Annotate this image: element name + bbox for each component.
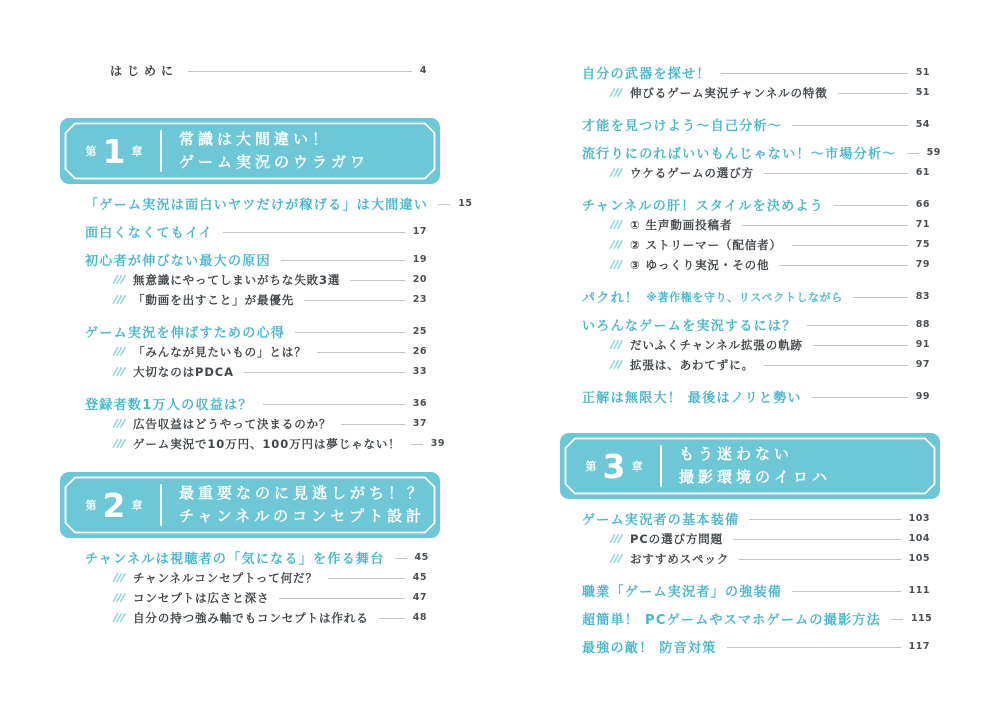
chapter-title bbox=[179, 128, 369, 175]
leader-line bbox=[350, 280, 404, 281]
page-number: 91 bbox=[915, 339, 930, 350]
chapter-prefix: 第 bbox=[85, 145, 97, 158]
leader-line bbox=[853, 297, 908, 298]
chapter-title-line2: チャンネルのコンセプト設計 bbox=[179, 507, 426, 525]
toc-subentry bbox=[582, 216, 930, 233]
triple-slash-hatch-icon bbox=[112, 346, 126, 357]
leader-line bbox=[891, 619, 903, 620]
leader-line bbox=[279, 598, 404, 599]
entry-label: 拡張は、あわてずに。 bbox=[630, 357, 754, 372]
chapter-1-box bbox=[60, 118, 440, 184]
toc-subentry bbox=[582, 164, 930, 181]
leader-line bbox=[779, 265, 907, 266]
chapter-divider bbox=[660, 445, 662, 487]
entry-label: ウケるゲームの選び方 bbox=[630, 165, 754, 180]
entry-label: 自分の持つ強み軸でもコンセプトは作れる bbox=[133, 610, 369, 625]
leader-line bbox=[764, 173, 908, 174]
triple-slash-hatch-icon bbox=[609, 219, 623, 230]
toc-entry bbox=[582, 64, 930, 81]
page-number: 4 bbox=[419, 65, 427, 76]
entry-label: ① 生声動画投稿者 bbox=[630, 217, 733, 232]
chapter-3-box bbox=[560, 433, 940, 499]
leader-line bbox=[838, 93, 908, 94]
toc-subentry bbox=[582, 236, 930, 253]
chapter-number: 2 bbox=[102, 485, 126, 525]
page-number: 61 bbox=[915, 167, 930, 178]
page-number: 88 bbox=[915, 319, 930, 330]
triple-slash-hatch-icon bbox=[609, 339, 623, 350]
leader-line bbox=[188, 71, 412, 72]
triple-slash-hatch-icon bbox=[112, 612, 126, 623]
leader-line bbox=[328, 578, 405, 579]
entry-label: チャンネルの肝！スタイルを決めよう bbox=[582, 199, 825, 214]
entry-label: ③ ゆっくり実況・その他 bbox=[630, 257, 770, 272]
entry-label: 職業「ゲーム実況者」の強装備 bbox=[582, 585, 783, 600]
leader-line bbox=[244, 372, 405, 373]
leader-line bbox=[792, 245, 908, 246]
leader-line bbox=[263, 404, 405, 405]
leader-line bbox=[341, 424, 404, 425]
leader-line bbox=[742, 225, 907, 226]
triple-slash-hatch-icon bbox=[609, 553, 623, 564]
leader-line bbox=[792, 591, 900, 592]
page-number: 104 bbox=[908, 533, 930, 544]
page-number: 71 bbox=[915, 219, 930, 230]
toc-subentry bbox=[582, 256, 930, 273]
chapter-marker bbox=[560, 446, 660, 486]
entry-label: はじめに bbox=[110, 64, 179, 78]
page-number: 45 bbox=[414, 552, 429, 563]
page-number: 25 bbox=[412, 326, 427, 337]
entry-label: おすすめスペック bbox=[630, 551, 730, 566]
chapter-divider bbox=[160, 484, 162, 526]
entry-label: PCの選び方問題 bbox=[630, 531, 724, 546]
entry-label: チャンネルコンセプトって何だ？ bbox=[133, 570, 318, 585]
page-number: 59 bbox=[926, 147, 941, 158]
leader-line bbox=[807, 325, 908, 326]
toc-subentry bbox=[85, 271, 427, 288]
toc-subentry bbox=[582, 336, 930, 353]
chapter-marker bbox=[60, 131, 160, 171]
leader-line bbox=[411, 444, 423, 445]
toc-entry bbox=[582, 116, 930, 133]
page-number: 105 bbox=[908, 553, 930, 564]
toc-entry bbox=[582, 196, 930, 213]
page-number: 99 bbox=[915, 391, 930, 402]
page-number: 15 bbox=[458, 198, 473, 209]
page-number: 33 bbox=[412, 366, 427, 377]
chapter-title bbox=[179, 482, 426, 529]
toc-subentry bbox=[85, 343, 427, 360]
toc-column-right bbox=[582, 0, 941, 656]
chapter-divider bbox=[160, 130, 162, 172]
leader-line bbox=[281, 260, 405, 261]
leader-line bbox=[907, 153, 919, 154]
chapter-title-line2: ゲーム実況のウラガワ bbox=[179, 153, 370, 171]
triple-slash-hatch-icon bbox=[112, 418, 126, 429]
triple-slash-hatch-icon bbox=[112, 294, 126, 305]
entry-label: 伸びるゲーム実況チャンネルの特徴 bbox=[630, 85, 828, 100]
entry-label: チャンネルは視聴者の「気になる」を作る舞台 bbox=[85, 552, 385, 567]
entry-label: だいふくチャンネル拡張の軌跡 bbox=[630, 337, 803, 352]
entry-label: ゲーム実況を伸ばすための心得 bbox=[85, 326, 286, 341]
triple-slash-hatch-icon bbox=[609, 359, 623, 370]
entry-label: 超簡単！ PCゲームやスマホゲームの撮影方法 bbox=[582, 613, 881, 628]
page-number: 45 bbox=[412, 572, 427, 583]
chapter-2-box bbox=[60, 472, 440, 538]
chapter-prefix: 第 bbox=[585, 460, 597, 473]
toc-entry-intro bbox=[85, 62, 427, 79]
entry-label: 広告収益はどうやって決まるのか？ bbox=[133, 416, 332, 431]
chapter-title bbox=[679, 443, 831, 490]
toc-entry bbox=[85, 195, 473, 213]
entry-label: 「動画を出すこと」が最優先 bbox=[133, 292, 295, 307]
leader-line bbox=[295, 332, 405, 333]
page-number: 48 bbox=[412, 612, 427, 623]
toc-entry bbox=[85, 395, 427, 412]
toc-entry bbox=[582, 288, 930, 305]
leader-line bbox=[395, 558, 407, 559]
toc-subentry bbox=[582, 530, 930, 547]
toc-entry bbox=[582, 582, 930, 599]
page-number: 117 bbox=[908, 641, 930, 652]
entry-label: 最強の敵！ 防音対策 bbox=[582, 641, 717, 656]
chapter-number: 3 bbox=[602, 446, 626, 486]
page-number: 51 bbox=[915, 87, 930, 98]
toc-subentry bbox=[85, 363, 427, 380]
leader-line bbox=[764, 365, 908, 366]
entry-note: ※著作権を守り、リスペクトしながら bbox=[646, 290, 843, 304]
leader-line bbox=[438, 204, 450, 205]
toc-entry bbox=[582, 610, 933, 628]
triple-slash-hatch-icon bbox=[609, 87, 623, 98]
toc-column-left bbox=[85, 0, 473, 626]
page-number: 26 bbox=[412, 346, 427, 357]
toc-entry bbox=[582, 316, 930, 333]
toc-entry bbox=[582, 144, 941, 162]
page-number: 103 bbox=[908, 513, 930, 524]
page-number: 23 bbox=[412, 294, 427, 305]
page-number: 79 bbox=[915, 259, 930, 270]
entry-label: いろんなゲームを実況するには？ bbox=[582, 319, 797, 334]
page-number: 75 bbox=[915, 239, 930, 250]
toc-entry bbox=[85, 549, 427, 566]
chapter-number: 1 bbox=[102, 131, 126, 171]
triple-slash-hatch-icon bbox=[112, 572, 126, 583]
chapter-suffix: 章 bbox=[131, 499, 143, 512]
toc-subentry bbox=[85, 435, 445, 452]
page-number: 83 bbox=[915, 291, 930, 302]
entry-label: 無意識にやってしまいがちな失敗3選 bbox=[133, 272, 341, 287]
page-number: 97 bbox=[915, 359, 930, 370]
entry-label: 大切なのはPDCA bbox=[133, 364, 234, 379]
toc-subentry bbox=[582, 356, 930, 373]
entry-label: 才能を見つけよう〜自己分析〜 bbox=[582, 119, 783, 134]
chapter-title-line1: もう迷わない bbox=[679, 444, 794, 463]
page-number: 19 bbox=[412, 254, 427, 265]
toc-entry bbox=[582, 638, 930, 655]
entry-label: ② ストリーマー（配信者） bbox=[630, 237, 782, 252]
leader-line bbox=[304, 300, 405, 301]
chapter-prefix: 第 bbox=[85, 499, 97, 512]
triple-slash-hatch-icon bbox=[112, 274, 126, 285]
entry-label: ゲーム実況で10万円、100万円は夢じゃない！ bbox=[133, 436, 401, 451]
leader-line bbox=[727, 647, 901, 648]
chapter-title-line1: 最重要なのに見逃しがち！？ bbox=[179, 483, 427, 502]
toc-subentry bbox=[85, 291, 427, 308]
toc-subentry bbox=[582, 84, 930, 101]
leader-line bbox=[739, 559, 900, 560]
leader-line bbox=[812, 397, 908, 398]
leader-line bbox=[379, 618, 405, 619]
triple-slash-hatch-icon bbox=[609, 533, 623, 544]
page-number: 17 bbox=[412, 226, 427, 237]
entry-label: コンセプトは広さと深さ bbox=[133, 590, 270, 605]
toc-subentry bbox=[582, 550, 930, 567]
triple-slash-hatch-icon bbox=[112, 592, 126, 603]
page-number: 47 bbox=[412, 592, 427, 603]
toc-subentry bbox=[85, 415, 427, 432]
chapter-title-line2: 撮影環境のイロハ bbox=[679, 468, 832, 486]
chapter-suffix: 章 bbox=[631, 460, 643, 473]
leader-line bbox=[792, 125, 908, 126]
chapter-suffix: 章 bbox=[131, 145, 143, 158]
entry-label: 面白くなくてもイイ bbox=[85, 226, 214, 241]
entry-label: 正解は無限大！ 最後はノリと勢い bbox=[582, 391, 802, 406]
page-number: 39 bbox=[430, 438, 445, 449]
page-number: 111 bbox=[908, 585, 930, 596]
page-number: 51 bbox=[915, 67, 930, 78]
triple-slash-hatch-icon bbox=[112, 366, 126, 377]
leader-line bbox=[317, 352, 405, 353]
toc-entry bbox=[582, 510, 930, 527]
toc-entry bbox=[85, 223, 427, 240]
chapter-marker bbox=[60, 485, 160, 525]
toc-entry bbox=[85, 323, 427, 340]
entry-label: 流行りにのればいいもんじゃない！〜市場分析〜 bbox=[582, 147, 897, 162]
leader-line bbox=[721, 73, 908, 74]
page-number: 37 bbox=[412, 418, 427, 429]
chapter-title-line1: 常識は大間違い！ bbox=[179, 129, 332, 148]
entry-label: 登録者数1万人の収益は？ bbox=[85, 398, 253, 413]
leader-line bbox=[733, 539, 901, 540]
leader-line bbox=[813, 345, 908, 346]
toc-subentry bbox=[85, 569, 427, 586]
toc-entry bbox=[85, 251, 427, 268]
toc-subentry bbox=[85, 589, 427, 606]
entry-label: ゲーム実況者の基本装備 bbox=[582, 513, 740, 528]
page-number: 54 bbox=[915, 119, 930, 130]
triple-slash-hatch-icon bbox=[609, 259, 623, 270]
page-number: 20 bbox=[412, 274, 427, 285]
leader-line bbox=[749, 519, 900, 520]
triple-slash-hatch-icon bbox=[112, 438, 126, 449]
entry-label: パクれ！ bbox=[582, 291, 640, 306]
toc-entry bbox=[582, 388, 930, 405]
entry-label: 初心者が伸びない最大の原因 bbox=[85, 254, 271, 269]
toc-subentry bbox=[85, 609, 427, 626]
entry-label: 「みんなが見たいもの」とは？ bbox=[133, 344, 307, 359]
leader-line bbox=[834, 205, 908, 206]
entry-label: 「ゲーム実況は面白いヤツだけが稼げる」は大間違い bbox=[85, 198, 429, 213]
page-number: 36 bbox=[412, 398, 427, 409]
leader-line bbox=[223, 232, 405, 233]
triple-slash-hatch-icon bbox=[609, 167, 623, 178]
page-number: 66 bbox=[915, 199, 930, 210]
triple-slash-hatch-icon bbox=[609, 239, 623, 250]
entry-label: 自分の武器を探せ！ bbox=[582, 67, 711, 82]
page-number: 115 bbox=[910, 613, 933, 624]
